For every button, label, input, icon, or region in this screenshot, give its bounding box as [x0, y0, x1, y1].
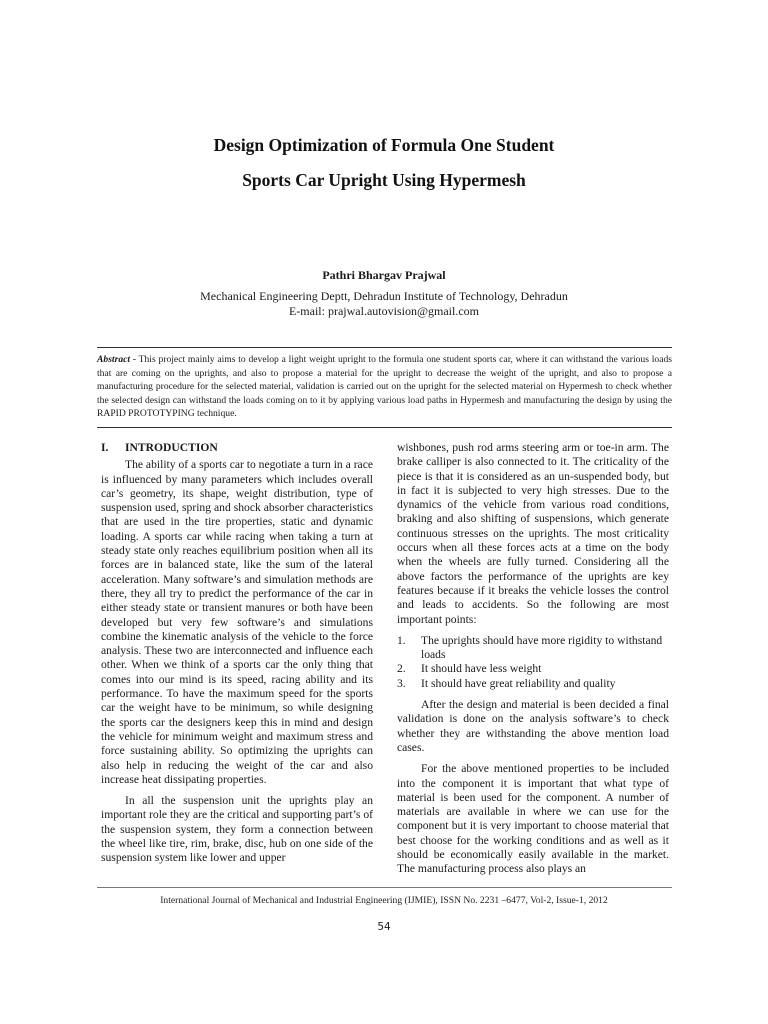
list-item-text: It should have less weight [421, 662, 542, 676]
left-column [101, 441, 373, 866]
abstract-top-rule [97, 347, 672, 348]
intro-paragraph-1: The ability of a sports car to negotiate a turn in a race is influenced by many parameters which includes overall car’s geometry, its shape, weight distribution, type of suspension used, spring and shock absorber characteristics that are used in the tire properties, static and dynamic loading. A sports car while racing when taking a turn at steady state only reaches equilibrium position when all its forces are in balanced state, like the sum of the lateral acceleration. Many software’s and simulation methods are there, they all try to predict the performance of the car in either steady state or transient manures or both have been developed but very few software’s and simulations combine the kinematic analysis of the vehicle to the force analysis. These two are interconnected and influence each other. When we think of a sports car the only thing that comes into our mind is its speed, racing ability and its performance. To have the maximum speed for the sports car the weight have to be minimum, so while designing the sports car the designers keep this in mind and design the vehicle for minimum weight and maximum stress and force sustaining ability. So optimizing the uprights can also help in reducing the weight of the car and also increase heat dissipating properties. [101, 458, 373, 786]
abstract [97, 353, 672, 421]
list-item [397, 662, 669, 676]
page-number: 54 [377, 921, 391, 933]
paper-title-line-1: Design Optimization of Formula One Student [213, 135, 555, 155]
list-item-number: 3. [397, 676, 406, 690]
list-item [397, 677, 669, 691]
paper-title-line-2: Sports Car Upright Using Hypermesh [242, 170, 526, 190]
right-column [397, 441, 669, 877]
intro-paragraph-2: In all the suspension unit the uprights play an important role they are the critical and supporting part’s of the suspension system, they form a connection between the wheel like tire, rim, brake, disc, hub on one side of the suspension system like lower and upper [101, 794, 373, 865]
author-name: Pathri Bhargav Prajwal [322, 268, 446, 282]
list-item-text: It should have great reliability and quality [421, 676, 616, 690]
right-paragraph-2: After the design and material is been decided a final validation is done on the analysis software’s to check whether they are withstanding the above mention load cases. [397, 698, 669, 754]
author-affiliation: Mechanical Engineering Deptt, Dehradun Institute of Technology, Dehradun [200, 289, 568, 303]
abstract-label: Abstract - [97, 354, 137, 365]
author-email: E-mail: prajwal.autovision@gmail.com [288, 304, 479, 318]
footer-rule [97, 887, 672, 888]
section-title: INTRODUCTION [125, 441, 218, 454]
list-item-text: The uprights should have more rigidity to withstand loads [421, 633, 663, 662]
abstract-text: This project mainly aims to develop a light weight upright to the formula one student sports car, where it can withstand the various loads that are coming on the uprights, and also to propose a material for the upright to decrease the weight of the upright, and also to propose a manufacturing procedure for the selected material, validation is carried out on the upright for the selected material on Hypermesh to check whether the selected design can withstand the loads coming on to it by applying various load paths in Hypermesh and manufacturing the design by using the RAPID PROTOTYPING technique. [97, 354, 672, 420]
list-item-number: 1. [397, 633, 406, 647]
section-heading [101, 441, 373, 455]
author-affiliation-block [0, 289, 768, 319]
right-paragraph-1: wishbones, push rod arms steering arm or toe-in arm. The brake calliper is also connected to it. The criticality of the piece is that it is considered as an un-suspended body, but in fact it is subjected to very high stresses. Due to the dynamics of the vehicle from various road conditions, braking and also shifting of suspensions, which generate continuous stresses on the uprights. The most criticality occurs when all these forces acts at a time on the body when the wheels are fully turned. Considering all the above factors the performance of the uprights are key features because if it breaks the vehicle losses the control and leads to accidents. So the following are most important points: [397, 441, 669, 626]
list-item-number: 2. [397, 662, 406, 676]
section-number: I. [101, 441, 109, 454]
important-points-list [397, 634, 669, 691]
right-paragraph-3: For the above mentioned properties to be included into the component it is important that what type of material is been used for the component. A number of materials are available in where we can use for the component but it is very important to choose material that best choose for the working conditions and as well as it should be economically easily available in the market. The manufacturing process also plays an [397, 762, 669, 876]
abstract-bottom-rule [97, 427, 672, 428]
list-item [397, 634, 669, 663]
journal-footer: International Journal of Mechanical and Industrial Engineering (IJMIE), ISSN No. 2231 –6477, Vol-2, Issue-1, 2012 [160, 895, 608, 906]
